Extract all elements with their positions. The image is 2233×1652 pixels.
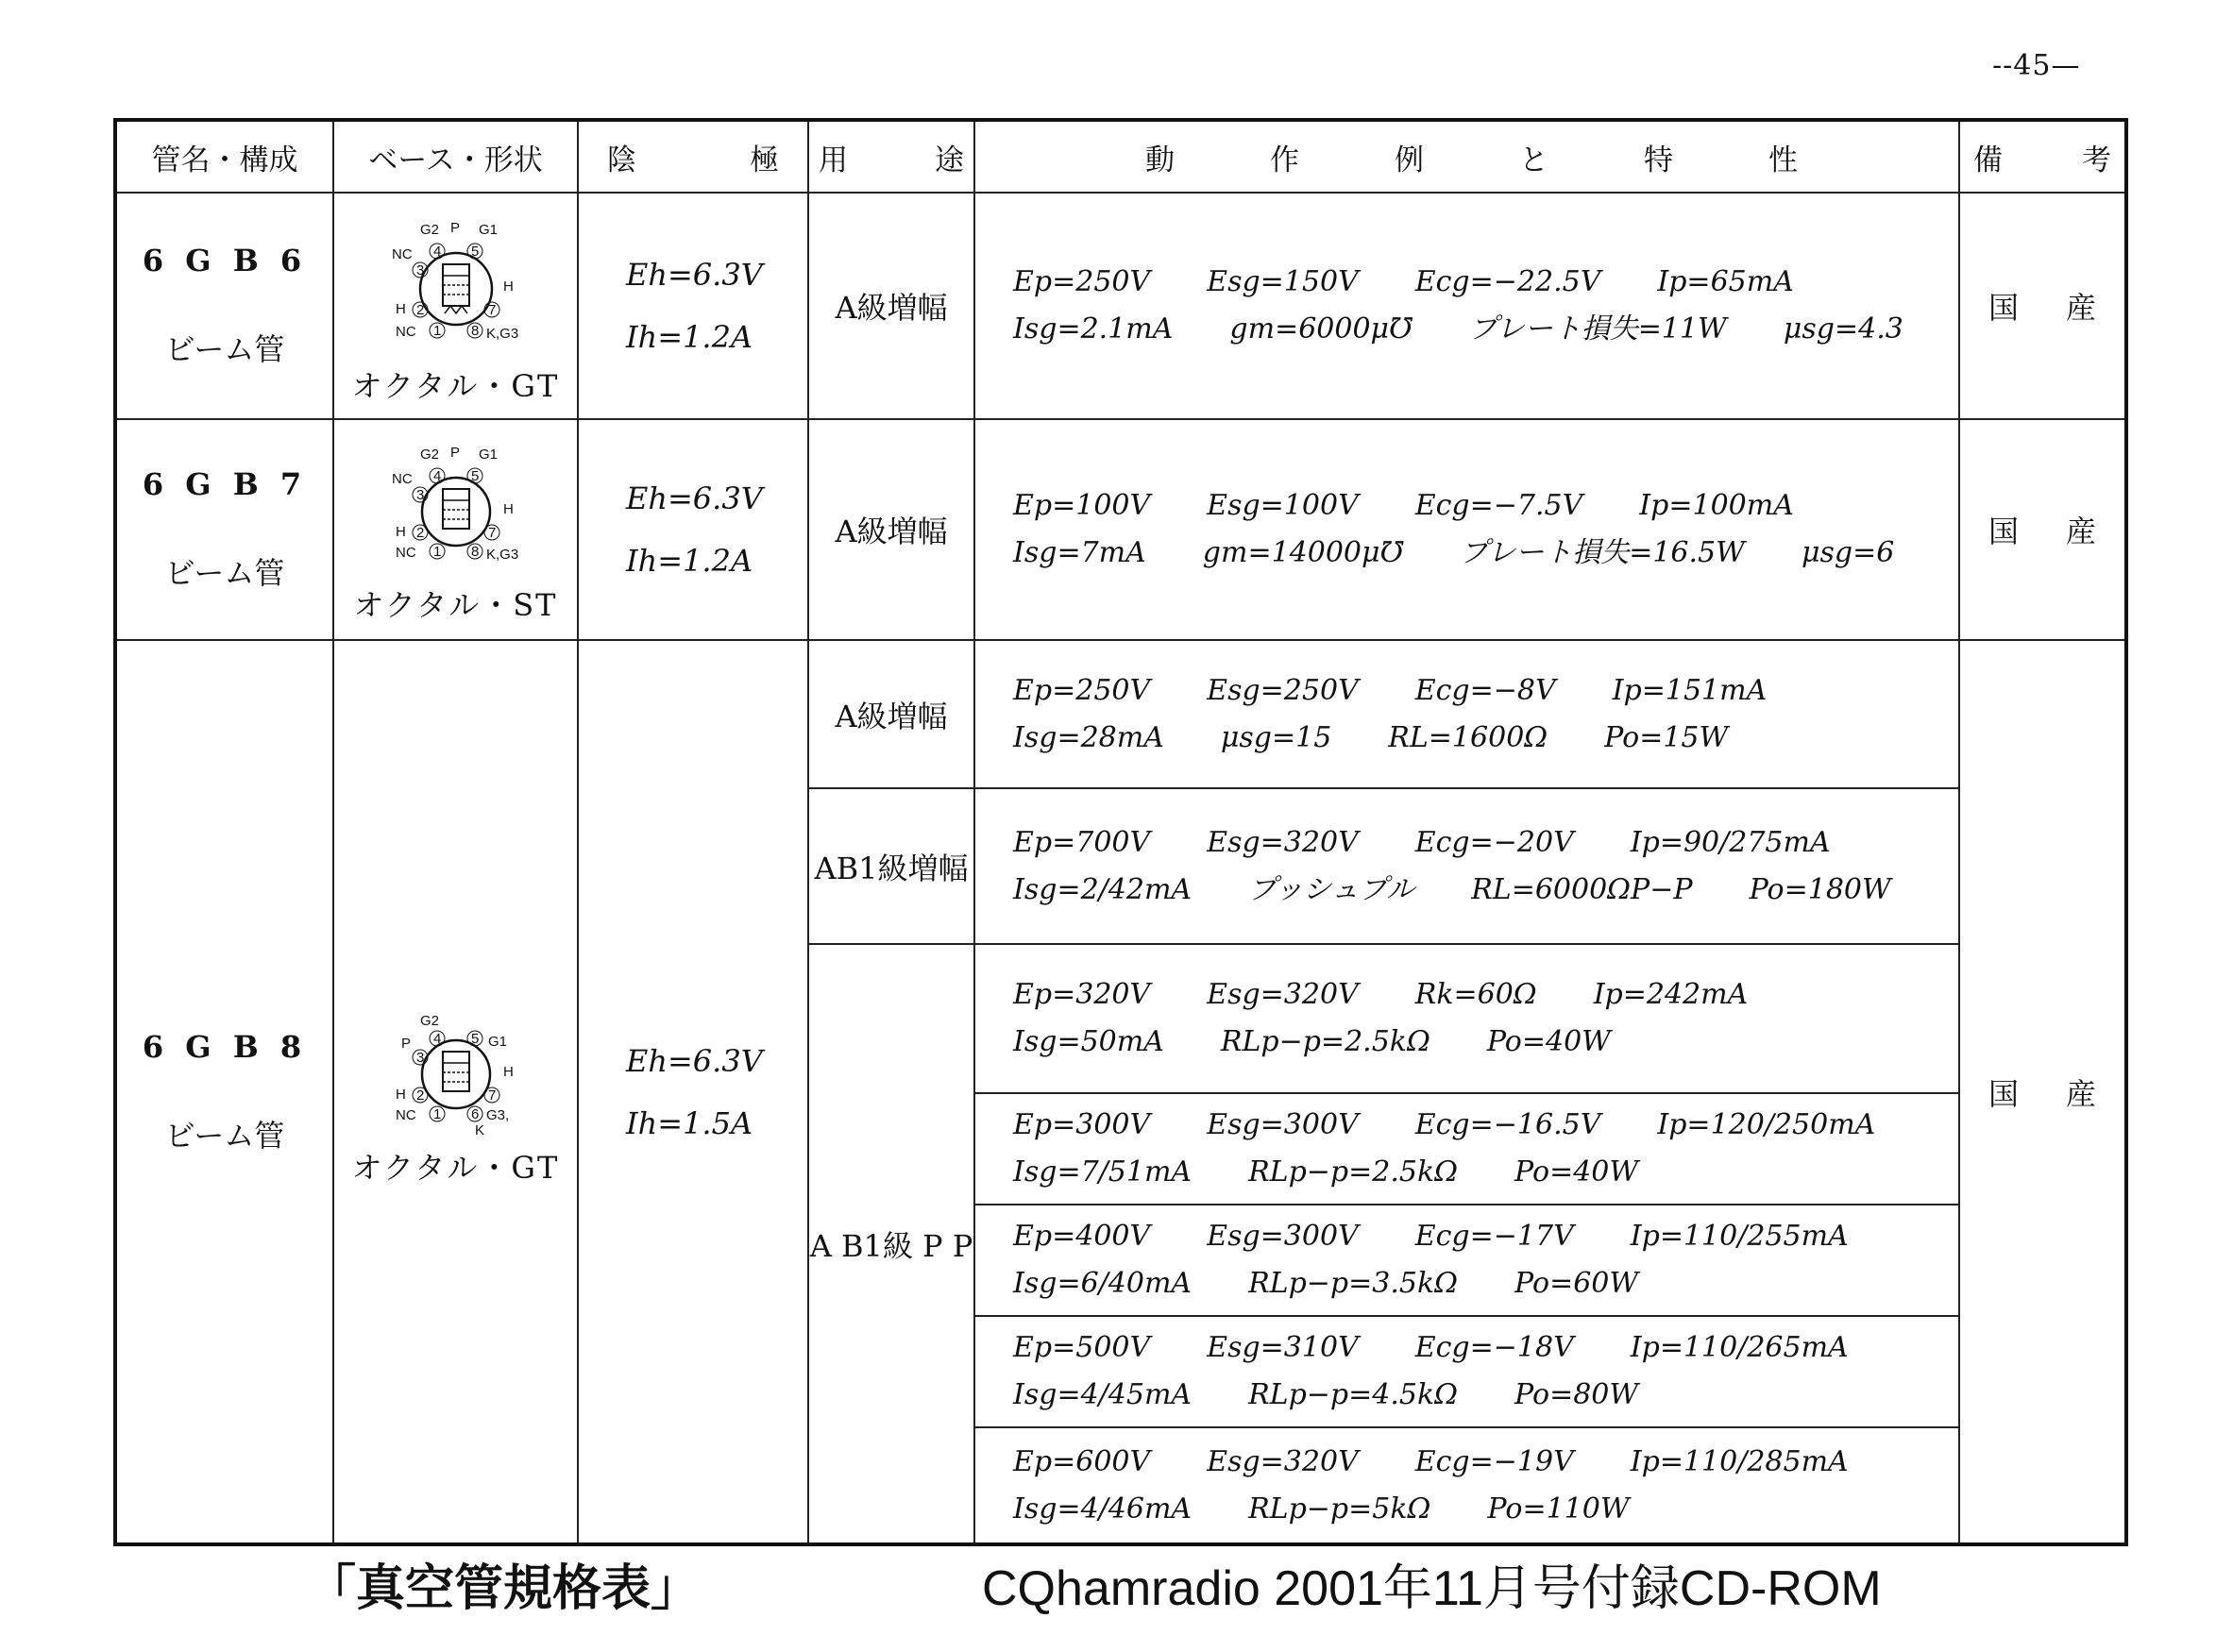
tube-name-cell [115, 419, 333, 640]
header-row [115, 120, 2126, 193]
base-shape: オクタル・GT [351, 368, 560, 404]
use-cell: A級増幅 [808, 419, 974, 640]
cathode-eh: Eh=6.3V [626, 1042, 763, 1079]
ops-line: Isg=7/51mA RLp−p=2.5kΩ Po=40W [1013, 1155, 1639, 1188]
tube-type: ビーム管 [164, 1117, 285, 1154]
tube-code: 6 G B 8 [142, 1028, 308, 1065]
svg-text:5: 5 [470, 244, 479, 260]
footer-source: CQhamradio 2001年11月号付録CD-ROM [982, 1561, 1882, 1616]
ops-line: Ep=300V Esg=300V Ecg=−16.5V Ip=120/250mA [1013, 1108, 1876, 1141]
ops-cell [974, 944, 1959, 1093]
header-use: 用 途 [808, 120, 974, 193]
svg-text:4: 4 [432, 468, 441, 484]
tube-spec-table [113, 118, 2128, 1546]
tube-base-diagram-icon [362, 997, 550, 1138]
header-note: 備 考 [1959, 120, 2126, 193]
svg-text:K: K [474, 1121, 484, 1138]
ops-cell [974, 1205, 1959, 1316]
tube-row-6gb6 [115, 193, 2126, 419]
base-cell [333, 419, 578, 640]
ops-line: Isg=2/42mA プッシュプル RL=6000ΩP−P Po=180W [1013, 872, 1891, 906]
ops-line: Ep=700V Esg=320V Ecg=−20V Ip=90/275mA [1013, 825, 1831, 859]
cathode-cell [578, 419, 808, 640]
svg-text:G1: G1 [478, 222, 498, 238]
svg-text:K,G3: K,G3 [485, 547, 518, 563]
svg-text:P: P [400, 1035, 411, 1052]
tube-row-6gb8 [115, 640, 2126, 788]
ops-line: Ep=400V Esg=300V Ecg=−17V Ip=110/255mA [1013, 1220, 1849, 1253]
svg-text:5: 5 [470, 468, 479, 484]
svg-text:3: 3 [415, 262, 424, 278]
base-shape: オクタル・GT [351, 1149, 560, 1186]
svg-text:H: H [502, 1063, 514, 1080]
ops-line: Isg=4/45mA RLp−p=4.5kΩ Po=80W [1013, 1378, 1639, 1411]
svg-text:6: 6 [470, 1105, 479, 1122]
svg-text:1: 1 [432, 544, 441, 560]
footer-title: 「真空管規格表」 [307, 1560, 701, 1617]
svg-text:NC: NC [395, 545, 416, 561]
svg-text:8: 8 [470, 323, 479, 339]
cathode-ih: Ih=1.2A [626, 543, 753, 579]
cathode-eh: Eh=6.3V [626, 257, 763, 293]
svg-text:NC: NC [391, 471, 413, 487]
ops-cell [974, 1427, 1959, 1544]
header-cathode: 陰 極 [578, 120, 808, 193]
tube-name-cell [115, 640, 333, 1544]
ops-cell [974, 1093, 1959, 1205]
svg-text:H: H [395, 524, 406, 540]
svg-text:1: 1 [432, 323, 441, 339]
svg-text:3: 3 [415, 487, 424, 503]
svg-text:2: 2 [415, 1087, 424, 1104]
cathode-cell [578, 193, 808, 419]
svg-text:7: 7 [487, 1087, 496, 1104]
base-cell [333, 193, 578, 419]
ops-line: Isg=2.1mA gm=6000μ℧ プレート損失=11W μsg=4.3 [1013, 312, 1903, 346]
note-cell: 国 産 [1959, 640, 2126, 1544]
note-cell: 国 産 [1959, 193, 2126, 419]
svg-text:G2: G2 [419, 1012, 439, 1029]
tube-type: ビーム管 [164, 555, 285, 591]
svg-text:4: 4 [432, 244, 441, 260]
tube-row-6gb7 [115, 419, 2126, 640]
ops-line: Ep=250V Esg=150V Ecg=−22.5V Ip=65mA [1013, 265, 1794, 298]
svg-text:2: 2 [415, 302, 424, 318]
svg-text:H: H [395, 1086, 406, 1103]
cathode-eh: Eh=6.3V [626, 480, 763, 516]
ops-cell [974, 419, 1959, 640]
ops-line: Ep=600V Esg=320V Ecg=−19V Ip=110/285mA [1013, 1444, 1849, 1478]
svg-text:7: 7 [487, 302, 496, 318]
use-cell: A級増幅 [808, 193, 974, 419]
tube-name-cell [115, 193, 333, 419]
svg-text:K,G3: K,G3 [485, 326, 518, 342]
tube-base-diagram-icon [362, 206, 550, 357]
svg-text:H: H [395, 301, 406, 317]
tube-code: 6 G B 7 [142, 466, 308, 502]
cathode-ih: Ih=1.2A [626, 319, 753, 355]
svg-text:1: 1 [432, 1105, 441, 1122]
svg-text:NC: NC [395, 324, 416, 340]
cathode-cell [578, 640, 808, 1544]
tube-base-diagram-icon [362, 434, 550, 576]
svg-text:G1: G1 [478, 447, 498, 463]
use-cell: A B1級 P P [808, 944, 974, 1544]
svg-text:7: 7 [487, 525, 496, 541]
page-number: --45— [1992, 49, 2081, 82]
cathode-ih: Ih=1.5A [626, 1104, 753, 1141]
ops-line: Isg=28mA μsg=15 RL=1600Ω Po=15W [1013, 720, 1729, 754]
svg-text:G3,: G3, [485, 1106, 509, 1123]
use-cell: AB1級増幅 [808, 788, 974, 944]
svg-text:G1: G1 [487, 1033, 507, 1050]
ops-line: Ep=250V Esg=250V Ecg=−8V Ip=151mA [1013, 673, 1768, 707]
svg-text:P: P [449, 445, 460, 461]
tube-code: 6 G B 6 [142, 243, 308, 278]
ops-line: Isg=50mA RLp−p=2.5kΩ Po=40W [1013, 1025, 1612, 1058]
ops-line: Ep=500V Esg=310V Ecg=−18V Ip=110/265mA [1013, 1331, 1849, 1364]
svg-text:G2: G2 [419, 447, 439, 463]
ops-line: Isg=6/40mA RLp−p=3.5kΩ Po=60W [1013, 1267, 1639, 1300]
tube-type: ビーム管 [164, 331, 285, 367]
svg-text:NC: NC [391, 246, 413, 262]
ops-line: Ep=100V Esg=100V Ecg=−7.5V Ip=100mA [1013, 489, 1794, 522]
note-cell: 国 産 [1959, 419, 2126, 640]
ops-line: Isg=7mA gm=14000μ℧ プレート損失=16.5W μsg=6 [1013, 536, 1895, 569]
svg-text:8: 8 [470, 544, 479, 560]
base-cell [333, 640, 578, 1544]
ops-line: Isg=4/46mA RLp−p=5kΩ Po=110W [1013, 1492, 1630, 1526]
svg-text:H: H [502, 501, 514, 517]
ops-cell [974, 788, 1959, 944]
svg-text:2: 2 [415, 525, 424, 541]
svg-text:P: P [449, 220, 460, 236]
svg-text:NC: NC [395, 1106, 416, 1123]
svg-text:H: H [502, 278, 514, 295]
header-base: ベース・形状 [333, 120, 578, 193]
base-shape: オクタル・ST [353, 587, 558, 623]
ops-cell [974, 193, 1959, 419]
svg-text:3: 3 [415, 1049, 424, 1066]
ops-cell [974, 640, 1959, 788]
svg-text:5: 5 [470, 1030, 479, 1047]
header-ops: 動 作 例 と 特 性 [974, 120, 1959, 193]
ops-line: Ep=320V Esg=320V Rk=60Ω Ip=242mA [1013, 978, 1749, 1011]
svg-text:4: 4 [432, 1030, 441, 1047]
header-name: 管名・構成 [115, 120, 333, 193]
ops-cell [974, 1316, 1959, 1427]
svg-text:G2: G2 [419, 222, 439, 238]
use-cell: A級増幅 [808, 640, 974, 788]
